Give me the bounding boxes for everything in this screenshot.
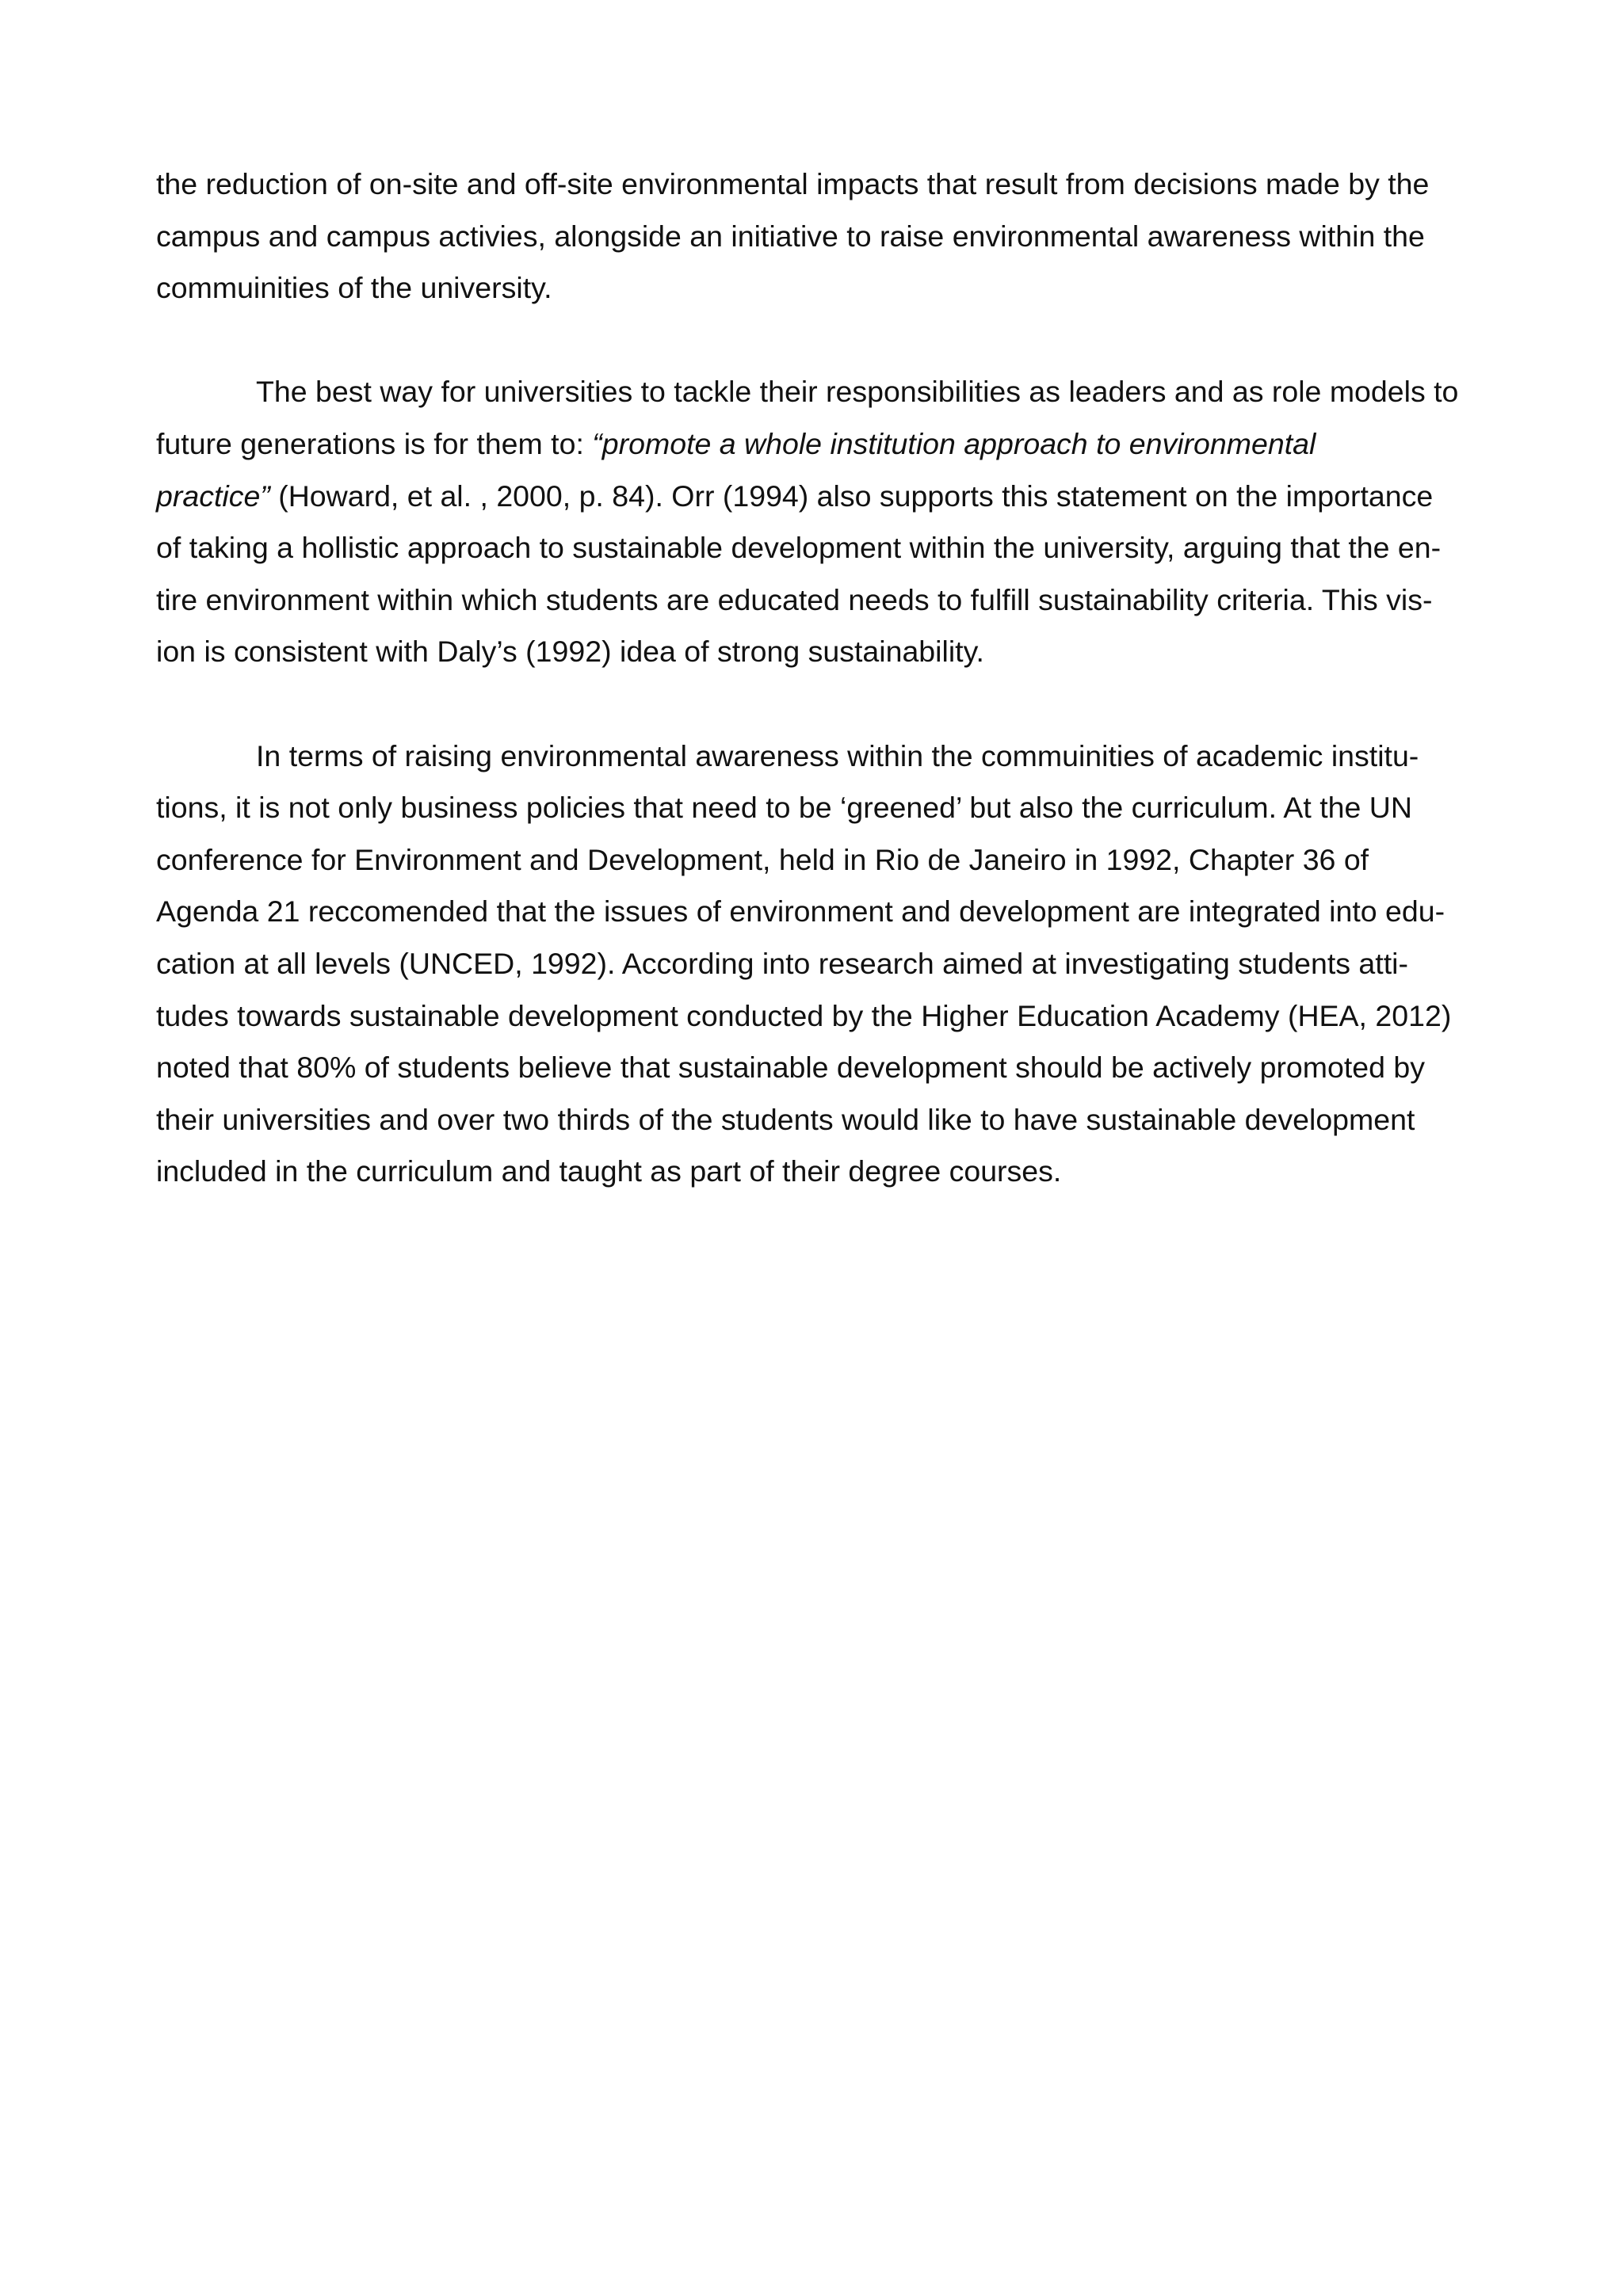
p1-line-1: the reduction of on-site and off-site environmental impacts that result from decisions made by the [156,167,1430,200]
p2-line-3: (Howard, et al. , 2000, p. 84). Orr (1994) also supports this statement on the importance [269,479,1434,513]
p3-line-6: tudes towards sustainable development conducted by the Higher Education Academy (HEA, 2012) [156,998,1452,1032]
p3-line-3: conference for Environment and Development, held in Rio de Janeiro in 1992, Chapter 36 of [156,842,1369,876]
p2-quote-2: practice” [156,479,270,513]
p2-line-2: future generations is for them to: [156,426,593,460]
p2-line-6: ion is consistent with Daly’s (1992) idea of strong sustainability. [156,635,984,669]
p1-line-2: campus and campus activies, alongside an initiative to raise environmental awareness within the [156,219,1425,253]
p3-line-9: included in the curriculum and taught as part of their degree courses. [156,1154,1062,1188]
p2-line-5: tire environment within which students are educated needs to fulfill sustainability criteria. This vis- [156,582,1433,616]
body-text [156,158,1484,1249]
p3-line-4: Agenda 21 reccomended that the issues of environment and development are integrated into edu- [156,894,1445,929]
p3-line-7: noted that 80% of students believe that sustainable development should be actively promoted by [156,1051,1426,1085]
p2-quote-1: “promote a whole institution approach to environmental [592,426,1316,460]
p3-line-8: their universities and over two thirds of the students would like to have sustainable development [156,1102,1415,1136]
paragraph-3 [156,730,1484,1198]
p1-line-3: commuinities of the university. [156,271,552,305]
p3-line-2: tions, it is not only business policies that need to be ‘greened’ but also the curriculum. At the UN [156,791,1412,825]
p2-line-1: The best way for universities to tackle their responsibilities as leaders and as role models to [256,375,1459,409]
p3-line-5: cation at all levels (UNCED, 1992). According into research aimed at investigating students atti- [156,946,1408,980]
p3-line-1: In terms of raising environmental awareness within the commuinities of academic institu- [256,738,1419,772]
paragraph-1 [156,158,1484,315]
p2-line-4: of taking a hollistic approach to sustainable development within the university, arguing that the en- [156,531,1442,565]
paragraph-2 [156,366,1484,678]
